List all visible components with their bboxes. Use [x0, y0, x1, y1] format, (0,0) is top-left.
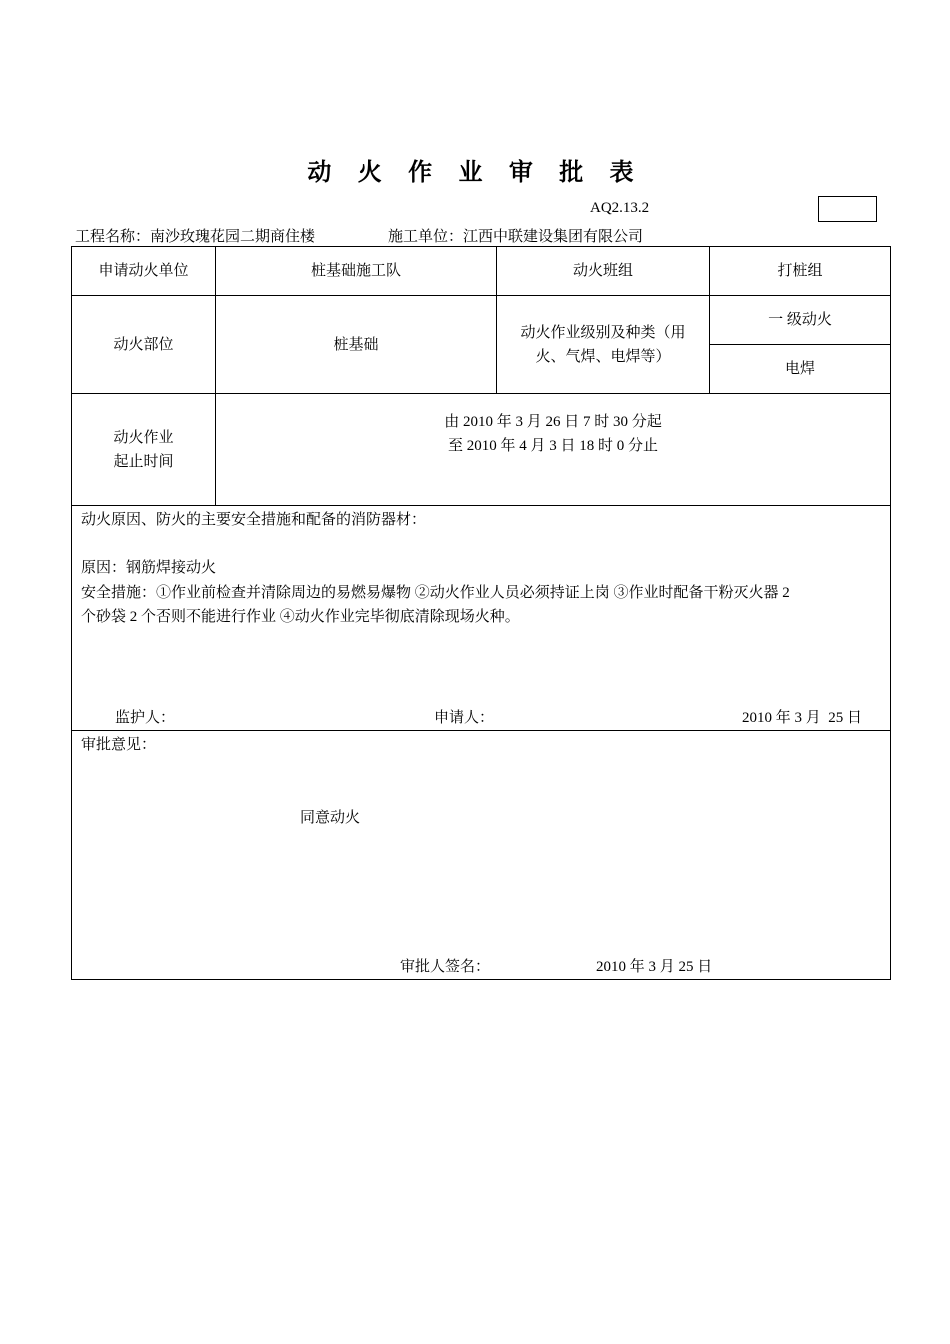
project-info-line — [75, 225, 644, 246]
form-code: AQ2.13.2 — [590, 200, 650, 216]
safety-measures-line2: 个砂袋 2 个否则不能进行作业 ④动火作业完毕彻底清除现场火种。 — [81, 609, 520, 625]
fire-level-label: 动火作业级别及种类（用火、气焊、电焊等） — [520, 324, 686, 365]
construction-unit: 施工单位：江西中联建设集团有限公司 — [388, 229, 644, 245]
fire-location-value: 桩基础 — [333, 336, 379, 353]
fire-team-label: 动火班组 — [572, 263, 633, 279]
measures-heading: 动火原因、防火的主要安全措施和配备的消防器材： — [81, 512, 427, 528]
fire-reason: 原因：钢筋焊接动火 — [81, 560, 217, 576]
approver-signature-label: 审批人签名： — [400, 959, 491, 975]
fire-level-value: 一 级动火 — [768, 312, 832, 328]
approval-date: 2010 年 3 月 25 日 — [596, 959, 713, 975]
project-name: 工程名称：南沙玫瑰花园二期商住楼 — [75, 229, 316, 245]
form-title: 动 火 作 业 审 批 表 — [307, 158, 643, 186]
approval-heading: 审批意见： — [81, 737, 157, 753]
applicant-signature-label: 申请人： — [434, 710, 495, 726]
row-divider — [71, 505, 891, 506]
guardian-label: 监护人： — [115, 710, 176, 726]
fire-time-label — [72, 394, 215, 505]
fire-time-to: 至 2010 年 4 月 3 日 18 时 0 分止 — [447, 438, 658, 454]
applicant-unit-label: 申请动火单位 — [98, 263, 189, 279]
fire-team-value: 打桩组 — [777, 263, 823, 279]
fire-time-label-line2: 起止时间 — [113, 453, 174, 470]
applicant-unit-value: 桩基础施工队 — [310, 263, 401, 279]
fire-time-label-line1: 动火作业 — [113, 429, 174, 446]
form-number-box — [818, 196, 877, 222]
row-divider — [71, 730, 891, 731]
fire-location-label: 动火部位 — [113, 336, 174, 353]
fire-time-range — [216, 394, 890, 474]
safety-measures-line1: 安全措施：①作业前检查并清除周边的易燃易爆物 ②动火作业人员必须持证上岗 ③作业时配备干粉灭火器 2 — [81, 585, 790, 601]
fire-type-value: 电焊 — [784, 361, 815, 377]
approval-opinion: 同意动火 — [300, 810, 361, 826]
application-date: 2010 年 3 月 25 日 — [742, 710, 863, 726]
fire-time-from: 由 2010 年 3 月 26 日 7 时 30 分起 — [444, 414, 662, 430]
